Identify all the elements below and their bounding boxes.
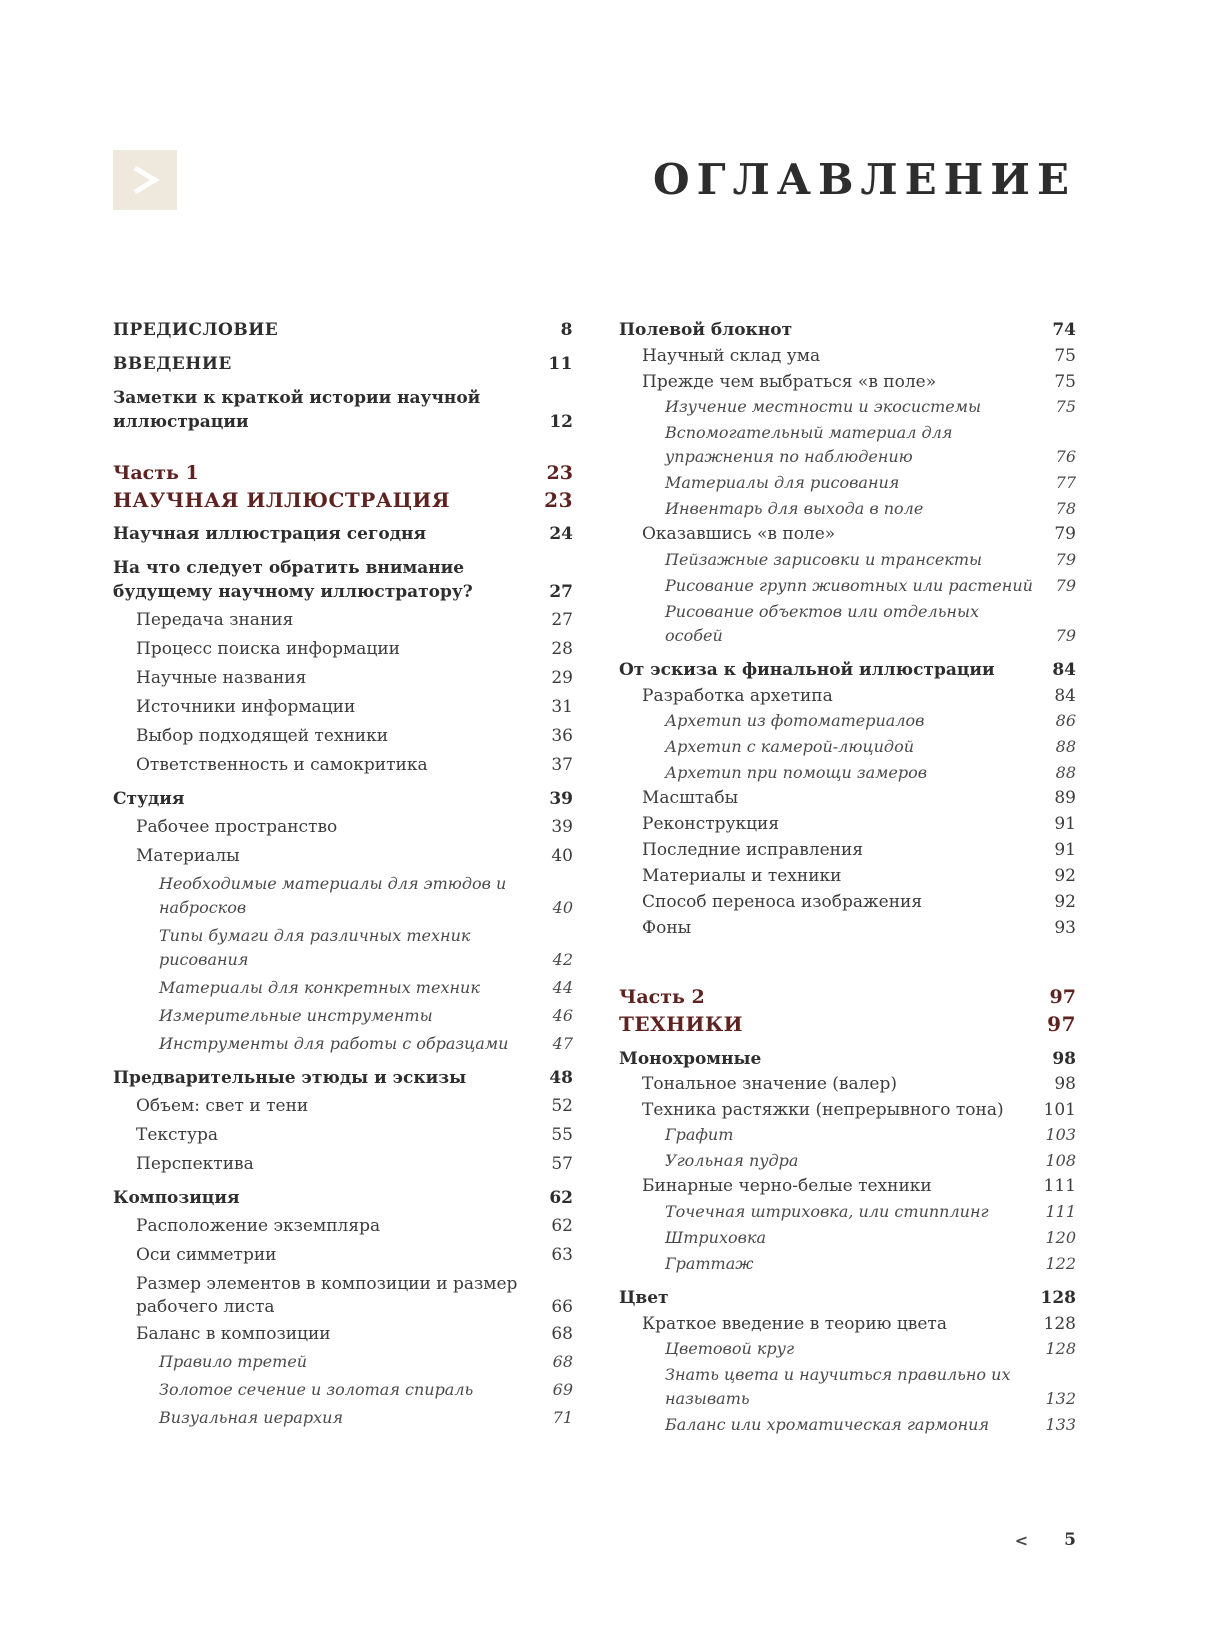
toc-entry-page: 40 [552,898,573,917]
toc-entry-title: Цвет [619,1288,669,1308]
toc-entry[interactable] [113,1406,573,1430]
toc-column-right [619,318,1076,1437]
prev-page-icon[interactable]: < [1014,1530,1029,1550]
toc-entry-title: Рисование объектов или отдельных особей [665,602,979,645]
toc-entry-title: Монохромные [619,1049,762,1069]
toc-entry[interactable] [113,816,573,839]
toc-entry[interactable] [619,735,1076,759]
toc-entry-page: 89 [1054,788,1076,808]
toc-entry[interactable] [113,1153,573,1176]
toc-entry-title: ТЕХНИКИ [619,1012,744,1036]
toc-entry[interactable] [619,709,1076,733]
toc-entry[interactable] [619,1099,1076,1122]
toc-entry[interactable] [619,1047,1076,1071]
toc-entry-title: Архетип из фотоматериалов [665,711,925,730]
toc-entry-page: 23 [546,462,573,484]
toc-entry-page: 57 [551,1154,573,1174]
toc-entry-page: 132 [1045,1389,1076,1408]
toc-entry-page: 46 [552,1006,573,1025]
toc-entry-title: Ответственность и самокритика [136,755,428,775]
toc-entry[interactable] [113,872,573,920]
toc-entry-title: Измерительные инструменты [159,1006,433,1025]
toc-entry-title: Научный склад ума [642,346,821,366]
toc-entry-title: Масштабы [642,788,739,808]
toc-entry-page: 111 [1045,1202,1076,1221]
toc-entry-page: 39 [549,789,573,809]
toc-entry[interactable] [619,1226,1076,1250]
toc-entry-title: Материалы [136,846,240,866]
toc-entry[interactable] [619,761,1076,785]
toc-entry-page: 91 [1054,814,1076,834]
toc-entry-page: 92 [1054,892,1076,912]
toc-entry-page: 68 [551,1324,573,1344]
toc-entry[interactable] [619,1073,1076,1096]
toc-entry-title: Архетип при помощи замеров [665,763,928,782]
toc-entry-page: 36 [551,726,573,746]
toc-entry-title: Краткое введение в теорию цвета [642,1314,947,1334]
toc-entry-title: Фоны [642,918,692,938]
toc-entry-page: 62 [549,1188,573,1208]
toc-entry-title: Материалы и техники [642,866,842,886]
chevron-right-icon-glyph [130,164,160,196]
toc-entry-title: Архетип с камерой-люцидой [665,737,914,756]
toc-entry-page: 47 [552,1034,573,1053]
toc-entry-page: 29 [551,668,573,688]
toc-entry-title: Полевой блокнот [619,320,793,340]
toc-entry-title: От эскиза к финальной иллюстрации [619,660,995,680]
toc-entry-page: 39 [551,817,573,837]
toc-entry-page: 27 [551,610,573,630]
toc-entry-title: Штриховка [665,1228,767,1247]
toc-entry-title: Оказавшись «в поле» [642,524,836,544]
toc-entry-title: Графит [665,1125,734,1144]
toc-entry[interactable] [113,352,573,376]
toc-entry[interactable] [113,787,573,811]
toc-entry-title: Расположение экземпляра [136,1216,381,1236]
toc-entry[interactable] [619,345,1076,368]
toc-entry-title: Прежде чем выбраться «в поле» [642,372,937,392]
toc-entry[interactable] [113,1323,573,1346]
toc-entry-page: 74 [1052,320,1076,340]
toc-entry-page: 92 [1054,866,1076,886]
toc-entry-title: Инструменты для работы с образцами [159,1034,509,1053]
toc-entry-page: 75 [1054,372,1076,392]
toc-entry[interactable] [619,787,1076,810]
toc-entry[interactable] [619,1252,1076,1276]
toc-entry-page: 48 [549,1068,573,1088]
toc-entry-page: 108 [1045,1151,1076,1170]
page-title: ОГЛАВЛЕНИЕ [653,155,1076,204]
toc-entry-page: 79 [1055,626,1076,645]
toc-entry[interactable] [113,318,573,342]
toc-entry-page: 79 [1055,576,1076,595]
toc-entry-page: 52 [551,1096,573,1116]
toc-entry[interactable] [113,1215,573,1238]
toc-entry-page: 12 [549,412,573,432]
toc-entry[interactable] [619,891,1076,914]
toc-entry-page: 77 [1055,473,1076,492]
toc-entry[interactable] [113,1378,573,1402]
toc-entry-title: На что следует обратить внимание будущему научному иллюстратору? [113,558,473,602]
toc-entry-page: 84 [1054,686,1076,706]
toc-entry[interactable] [619,548,1076,572]
toc-entry-title: Техника растяжки (непрерывного тона) [642,1100,1004,1120]
toc-entry[interactable] [113,845,573,868]
toc-entry-page: 24 [549,524,573,544]
toc-entry-title: Материалы для рисования [665,473,900,492]
toc-entry-page: 97 [1049,986,1076,1008]
toc-entry-page: 62 [551,1216,573,1236]
toc-entry-title: Часть 2 [619,986,705,1008]
page-number: 5 [1064,1530,1076,1550]
toc-entry[interactable] [619,813,1076,836]
toc-entry-page: 88 [1055,737,1076,756]
toc-entry-page: 76 [1055,447,1076,466]
toc-entry-title: Композиция [113,1188,240,1208]
toc-entry[interactable] [619,1286,1076,1310]
toc-entry[interactable] [619,1313,1076,1336]
toc-entry-page: 75 [1055,397,1076,416]
toc-entry-page: 88 [1055,763,1076,782]
toc-entry-page: 111 [1043,1176,1076,1196]
toc-entry-title: Знать цвета и научиться правильно их называть [665,1365,1011,1408]
toc-entry-page: 66 [551,1297,573,1317]
toc-entry[interactable] [113,556,573,604]
toc-entry-page: 11 [548,354,573,374]
toc-entry-title: Студия [113,789,185,809]
toc-entry-page: 42 [552,950,573,969]
toc-entry[interactable] [113,1273,573,1319]
toc-entry-page: 128 [1045,1339,1076,1358]
toc-entry-title: Текстура [136,1125,218,1145]
toc-entry-title: Тональное значение (валер) [642,1074,897,1094]
toc-entry-title: Баланс или хроматическая гармония [665,1415,990,1434]
toc-entry-title: Правило третей [159,1352,308,1371]
toc-entry-page: 63 [551,1245,573,1265]
toc-entry-title: Предварительные этюды и эскизы [113,1068,467,1088]
toc-entry[interactable] [619,471,1076,495]
toc-entry-page: 120 [1045,1228,1076,1247]
toc-entry[interactable] [619,1413,1076,1437]
toc-entry-title: Выбор подходящей техники [136,726,389,746]
toc-entry-title: Инвентарь для выхода в поле [665,499,924,518]
toc-entry-page: 91 [1054,840,1076,860]
toc-entry[interactable] [619,1200,1076,1224]
toc-entry[interactable] [619,1011,1076,1038]
toc-entry[interactable] [619,685,1076,708]
toc-entry-title: Последние исправления [642,840,864,860]
toc-entry-title: Материалы для конкретных техник [159,978,480,997]
toc-entry-title: Источники информации [136,697,356,717]
toc-entry-title: Перспектива [136,1154,254,1174]
toc-entry[interactable] [619,318,1076,342]
toc-entry-page: 8 [560,320,573,340]
toc-entry[interactable] [619,371,1076,394]
toc-entry-title: Передача знания [136,610,294,630]
toc-entry-title: Рисование групп животных или растений [665,576,1033,595]
toc-entry[interactable] [113,1124,573,1147]
toc-entry-title: Баланс в композиции [136,1324,331,1344]
toc-entry[interactable] [113,976,573,1000]
page-footer [1015,1530,1076,1550]
toc-entry-title: ПРЕДИСЛОВИЕ [113,320,279,340]
toc-entry-page: 98 [1052,1049,1076,1069]
toc-entry[interactable] [619,395,1076,419]
toc-entry-title: Объем: свет и тени [136,1096,309,1116]
toc-entry-page: 75 [1054,346,1076,366]
toc-entry-title: Бинарные черно-белые техники [642,1176,932,1196]
toc-entry[interactable] [113,924,573,972]
toc-entry-page: 28 [551,639,573,659]
toc-entry-title: Размер элементов в композиции и размер рабочего листа [136,1274,518,1317]
toc-entry-page: 86 [1055,711,1076,730]
toc-entry-page: 69 [552,1380,573,1399]
toc-entry[interactable] [619,421,1076,469]
toc-entry-title: Способ переноса изображения [642,892,923,912]
toc-entry-page: 23 [544,488,573,512]
toc-entry[interactable] [113,522,573,546]
toc-entry-page: 31 [551,697,573,717]
toc-entry[interactable] [619,1337,1076,1361]
toc-entry[interactable] [113,638,573,661]
toc-entry-title: Часть 1 [113,462,199,484]
toc-entry[interactable] [619,600,1076,648]
toc-entry[interactable] [619,1363,1076,1411]
toc-entry-title: НАУЧНАЯ ИЛЛЮСТРАЦИЯ [113,488,450,512]
toc-entry-title: Необходимые материалы для этюдов и набросков [159,874,507,917]
toc-entry-title: Научные названия [136,668,307,688]
toc-entry[interactable] [619,917,1076,940]
toc-entry[interactable] [619,839,1076,862]
toc-entry-page: 79 [1054,524,1076,544]
toc-entry-title: Типы бумаги для различных техник рисования [159,926,471,969]
toc-column-left [113,318,573,1430]
toc-entry[interactable] [619,574,1076,598]
toc-entry-title: Визуальная иерархия [159,1408,343,1427]
toc-entry[interactable] [619,523,1076,546]
toc-entry-page: 78 [1055,499,1076,518]
toc-entry-title: ВВЕДЕНИЕ [113,354,232,374]
toc-entry[interactable] [113,1186,573,1210]
toc-entry[interactable] [113,696,573,719]
toc-entry-page: 44 [552,978,573,997]
toc-entry[interactable] [113,667,573,690]
toc-entry-page: 68 [552,1352,573,1371]
toc-entry-page: 37 [551,755,573,775]
toc-entry-page: 101 [1043,1100,1076,1120]
toc-entry[interactable] [619,1175,1076,1198]
toc-entry-title: Угольная пудра [665,1151,799,1170]
toc-entry-title: Рабочее пространство [136,817,338,837]
toc-entry[interactable] [113,460,573,487]
toc-entry[interactable] [113,754,573,777]
toc-entry-page: 98 [1054,1074,1076,1094]
toc-entry[interactable] [619,1149,1076,1173]
toc-entry-page: 133 [1045,1415,1076,1434]
toc-entry-title: Разработка архетипа [642,686,833,706]
toc-entry[interactable] [113,1066,573,1090]
toc-entry-page: 27 [549,582,573,602]
toc-entry-title: Заметки к краткой истории научной иллюстрации [113,388,481,432]
toc-entry-title: Реконструкция [642,814,780,834]
toc-entry-title: Граттаж [665,1254,754,1273]
toc-entry-title: Научная иллюстрация сегодня [113,524,427,544]
toc-entry-page: 122 [1045,1254,1076,1273]
toc-entry[interactable] [619,984,1076,1011]
toc-entry-title: Точечная штриховка, или стипплинг [665,1202,989,1221]
toc-entry[interactable] [619,865,1076,888]
toc-entry[interactable] [113,1095,573,1118]
toc-entry-title: Вспомогательный материал для упражнения по наблюдению [665,423,953,466]
toc-entry[interactable] [619,658,1076,682]
toc-entry-page: 97 [1047,1012,1076,1036]
toc-entry-title: Цветовой круг [665,1339,795,1358]
toc-entry-page: 55 [551,1125,573,1145]
toc-entry-page: 103 [1045,1125,1076,1144]
toc-entry[interactable] [113,1244,573,1267]
toc-entry-title: Пейзажные зарисовки и трансекты [665,550,983,569]
toc-entry[interactable] [113,1032,573,1056]
toc-entry-page: 79 [1055,550,1076,569]
toc-entry-page: 128 [1040,1288,1076,1308]
toc-entry[interactable] [113,1350,573,1374]
toc-entry-page: 93 [1054,918,1076,938]
toc-entry[interactable] [113,1004,573,1028]
toc-entry-title: Процесс поиска информации [136,639,400,659]
toc-entry-page: 128 [1043,1314,1076,1334]
toc-entry[interactable] [113,487,573,514]
toc-entry-page: 84 [1052,660,1076,680]
toc-entry-title: Изучение местности и экосистемы [665,397,982,416]
toc-entry-page: 71 [552,1408,573,1427]
toc-entry[interactable] [113,609,573,632]
toc-entry-title: Оси симметрии [136,1245,277,1265]
toc-entry[interactable] [113,725,573,748]
toc-entry-page: 40 [551,846,573,866]
toc-entry-title: Золотое сечение и золотая спираль [159,1380,474,1399]
chevron-right-icon [113,150,177,210]
toc-entry[interactable] [619,497,1076,521]
toc-entry[interactable] [113,386,573,434]
toc-entry[interactable] [619,1123,1076,1147]
